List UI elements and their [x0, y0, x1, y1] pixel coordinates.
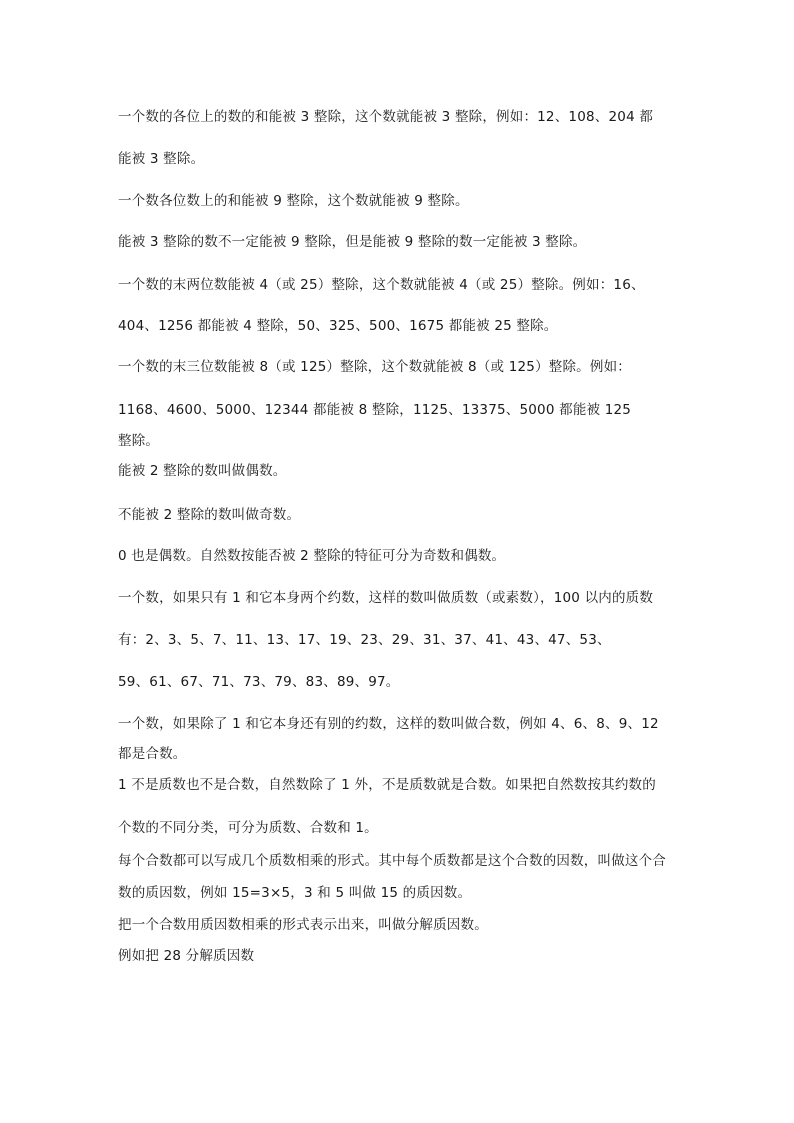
- text-line: 能被 2 整除的数叫做偶数。: [118, 463, 287, 479]
- text-line: 一个数的末三位数能被 8（或 125）整除，这个数就能被 8（或 125）整除。例如：: [118, 359, 631, 375]
- text-line: 一个数的末两位数能被 4（或 25）整除，这个数就能被 4（或 25）整除。例如：16、: [118, 277, 645, 293]
- text-line: 有：2、3、5、7、11、13、17、19、23、29、31、37、41、43、47、53、: [118, 632, 611, 648]
- text-line: 能被 3 整除。: [118, 151, 205, 167]
- text-line: 1168、4600、5000、12344 都能被 8 整除，1125、13375、5000 都能被 125: [118, 402, 632, 418]
- text-line: 404、1256 都能被 4 整除，50、325、500、1675 都能被 25 整除。: [118, 318, 558, 334]
- text-line: 数的质因数，例如 15=3×5，3 和 5 叫做 15 的质因数。: [118, 885, 472, 901]
- text-line: 59、61、67、71、73、79、83、89、97。: [118, 674, 400, 690]
- text-line: 一个数各位数上的和能被 9 整除，这个数就能被 9 整除。: [118, 193, 469, 209]
- text-line: 整除。: [118, 433, 160, 449]
- text-line: 不能被 2 整除的数叫做奇数。: [118, 507, 301, 523]
- text-line: 一个数，如果除了 1 和它本身还有别的约数，这样的数叫做合数，例如 4、6、8、9、12: [118, 716, 659, 732]
- text-line: 例如把 28 分解质因数: [118, 948, 255, 964]
- text-line: 能被 3 整除的数不一定能被 9 整除，但是能被 9 整除的数一定能被 3 整除。: [118, 234, 587, 250]
- text-line: 把一个合数用质因数相乘的形式表示出来，叫做分解质因数。: [118, 917, 488, 933]
- text-line: 个数的不同分类，可分为质数、合数和 1。: [118, 820, 378, 836]
- text-line: 每个合数都可以写成几个质数相乘的形式。其中每个质数都是这个合数的因数，叫做这个合: [118, 853, 666, 869]
- text-line: 一个数的各位上的数的和能被 3 整除，这个数就能被 3 整除，例如：12、108、204 都: [118, 109, 654, 125]
- text-line: 0 也是偶数。自然数按能否被 2 整除的特征可分为奇数和偶数。: [118, 548, 506, 564]
- text-line: 一个数，如果只有 1 和它本身两个约数，这样的数叫做质数（或素数），100 以内的质数: [118, 590, 654, 606]
- text-line: 都是合数。: [118, 746, 187, 762]
- text-line: 1 不是质数也不是合数，自然数除了 1 外，不是质数就是合数。如果把自然数按其约数的: [118, 777, 656, 793]
